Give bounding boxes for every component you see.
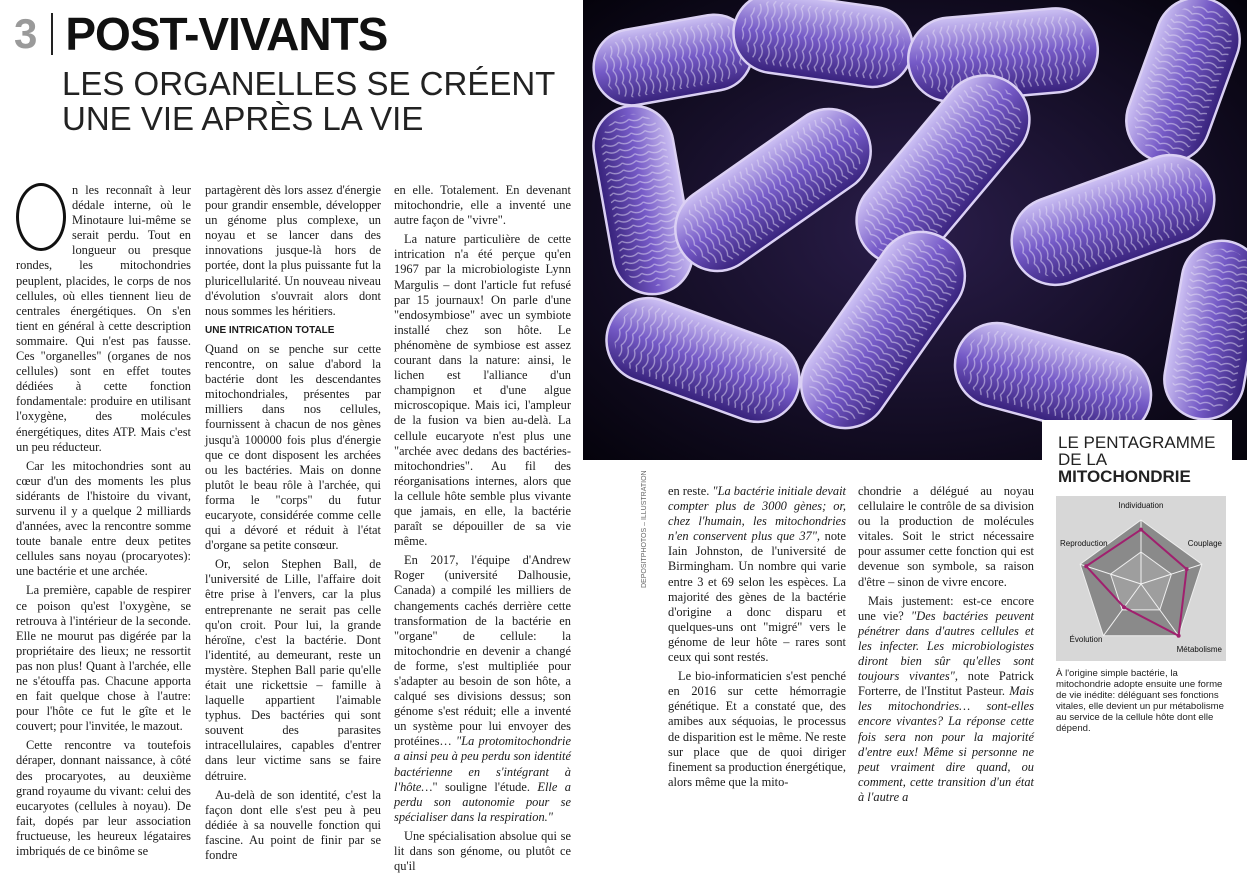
paragraph: Au-delà de son identité, c'est la façon dont elle s'est peu à peu dédiée à sa nouvelle fonction qui fascine. Au point de finir par se fondre bbox=[205, 787, 381, 863]
dropcap-o bbox=[16, 183, 66, 251]
sidebar-title bbox=[1042, 420, 1232, 485]
axis-label-individuation: Individuation bbox=[1118, 501, 1164, 510]
radar-point bbox=[1185, 567, 1189, 571]
text-run: en reste. bbox=[668, 484, 713, 498]
radar-point bbox=[1084, 564, 1088, 568]
paragraph bbox=[668, 484, 846, 665]
mitochondria-illustration bbox=[583, 0, 1247, 460]
paragraph: en elle. Totalement. En devenant mitochondrie, elle a inventé une autre façon de "vivre". bbox=[394, 183, 571, 228]
paragraph: La nature particulière de cette intrication n'a été perçue qu'en 1967 par la microbiologiste Lynn Margulis – dont l'article fut refusé par 15 journaux! On parle d'une "endosymbiose" avec un symbiote installé chez son hôte. Le phénomène de symbiose est assez courant dans la nature: ainsi, le lichen est l'alliance d'un champignon et d'une algue microscopique. Mais ici, l'ampleur de la fusion va bien au-delà. La cellule eucaryote n'est plus une "archée avec dedans des bactéries-mitochondries". Au fil des réorganisations internes, alors que la cellule hôte semble plus vivante que jamais, en elle, la bactérie paraît se dépouiller de sa vie même. bbox=[394, 232, 571, 549]
axis-label-metabolisme: Métabolisme bbox=[1176, 645, 1222, 654]
section-number: 3 bbox=[14, 10, 38, 57]
text-run: " souligne l'étude. bbox=[432, 779, 538, 794]
mitochondria-photo bbox=[583, 0, 1247, 460]
paragraph: Le bio-informaticien s'est penché en 2016 sur cette hémorragie génétique. Et a constaté que, des amibes aux séquoias, le processus de disparition est le même. Ne reste sur place que de quoi diriger finement sa production énergétique, alors même que la mito- bbox=[668, 669, 847, 789]
radar-point bbox=[1177, 634, 1181, 638]
section-header bbox=[14, 4, 387, 64]
quote: "La protomitochondrie a ainsi peu à peu perdu son identité bactérienne en s'intégrant à l'hôte… bbox=[394, 734, 571, 794]
text-run: En 2017, l'équipe d'Andrew Roger (université Dalhousie, Canada) a compilé les milliers de changements cachés derrière cette transformation de la bactérie en "organe" de cellule: la mitochondrie en devenir a changé de forme, s'est multipliée pour s'adapter au besoin de son hôte, a calqué ses divisions dessus; son génome s'est réduit; elle a inventé un système pour lui envoyer des protéines… bbox=[394, 553, 571, 749]
axis-label-reproduction: Reproduction bbox=[1060, 539, 1108, 548]
title-line: LE PENTAGRAMME bbox=[1058, 433, 1216, 452]
quote: Mais les mitochondries… sont-elles encore vivantes? La réponse cette fois sera non pour la majorité d'entre eux! Même si personne ne peut vraiment dire quand, ou comment, cette transition d'un état à l'autre a bbox=[858, 684, 1034, 804]
article-column-2 bbox=[205, 183, 381, 863]
title-line-bold: MITOCHONDRIE bbox=[1058, 467, 1191, 486]
quote: Elle a perdu son autonomie pour se spécialiser dans la respiration." bbox=[394, 779, 571, 824]
text-run: Mais justement: est-ce encore une vie? bbox=[858, 593, 1034, 623]
title-line: DE LA bbox=[1058, 450, 1108, 469]
chart-caption: À l'origine simple bactérie, la mitochondrie adopte ensuite une forme de vie inédite: déléguant ses fonctions vitales, elle devient un pur métabolisme au service de la cellule hôte dont elle dépend. bbox=[1056, 668, 1224, 734]
paragraph: Une spécialisation absolue qui se lit dans son génome, ou plutôt ce qu'il bbox=[394, 828, 571, 874]
pentagram-radar-chart bbox=[1056, 496, 1226, 661]
text-run: , note Patrick Forterre, de l'Institut Pasteur. bbox=[858, 669, 1034, 699]
section-subheading: UNE INTRICATION TOTALE bbox=[205, 324, 335, 336]
article-column-5 bbox=[858, 484, 1034, 804]
paragraph bbox=[394, 553, 571, 825]
paragraph: Or, selon Stephen Ball, de l'université de Lille, l'affaire doit être prise à l'envers, car la plus entreprenante ne serait pas celle qu'on croit. Pour lui, la grande héroïne, c'est la bactérie. Dont l'identité, au demeurant, reste un mystère. Stephen Ball parie qu'elle était une rickettsie – famille à laquelle appartient l'aimable typhus. Des bactéries qui sont souvent des parasites intracellulaires, capables d'entrer dans leur victime sans se faire détruire. bbox=[205, 557, 381, 783]
subtitle-line-1: LES ORGANELLES SE CRÉENT bbox=[62, 65, 556, 102]
paragraph: Cette rencontre va toutefois déraper, donnant naissance, à côté des procaryotes, au deuxième grand royaume du vivant: celui des eucaryotes (cellules à noyau). De fait, dopés par leur association fructueuse, les heureux légataires imbriqués de ce binôme se bbox=[16, 738, 191, 859]
article-column-3 bbox=[394, 183, 571, 874]
paragraph: La première, capable de respirer ce poison qu'est l'oxygène, se retrouva à l'intérieur de la seconde. Elle ne mourut pas digérée par la propriétaire des lieux; ne ressortit pas non plus! Quant à l'archée, elle ne s'étouffa pas. Chacune apporta en fait quelque chose à l'autre: pour l'hôte ce fut le gîte et le couvert; pour l'invitée, le mazout. bbox=[16, 583, 191, 734]
paragraph: n les reconnaît à leur dédale interne, où le Minotaure lui-même se serait perdu. Tout en longueur ou presque rondes, les mitochondries peuplent, placides, le corps de nos cellules, où elles tiennent lieu de centrales énergétiques. On s'en tient en général à cette description sommaire. Qui n'est pas fausse. Ces "organelles" (organes de nos cellules) sont en effet toutes dédiées à cette fonction fondamentale: produire en utilisant l'oxygène, des molécules énergétiques, dites ATP. Mais c'est un peu réducteur. bbox=[16, 183, 191, 454]
paragraph: Car les mitochondries sont au cœur d'un des moments les plus sidérants de l'histoire du vivant, survenu il y a quelque 2 milliards d'années, avec la rencontre somme toute banale entre deux petites cellules sans noyau (procaryotes): une bactérie et une archée. bbox=[16, 458, 191, 579]
paragraph: partagèrent dès lors assez d'énergie pour grandir ensemble, développer un génome plus complexe, un noyau et se lancer dans des innovations jusque-là hors de portée, dont la plus puissante fut la pluricellularité. Un nouveau niveau d'évolution s'ouvrait alors dont nous sommes les héritiers. bbox=[205, 183, 381, 318]
paragraph bbox=[858, 594, 1034, 805]
paragraph: Quand on se penche sur cette rencontre, on salue d'abord la bactérie dont les descendantes mitochondriales, présentes par milliers dans nos cellules, fournissent à chacun de nos gènes jusqu'à 100000 fois plus d'énergie que ce dont disposent les archées ou les bactéries. Mais on donne plutôt le beau rôle à l'archée, qui forma le "corps" du futur eucaryote, considérée comme celle qui a dévoré et réduit à l'état d'organe sa petite consœur. bbox=[205, 341, 381, 553]
subtitle bbox=[62, 66, 555, 136]
text-run: , note Iain Johnston, de l'université de Birmingham. Un nombre qui varie entre 3 et 69 selon les espèces. La majorité des gènes de la bactérie d'origine a donc disparu et quelques-uns ont "migré" vers le génome de leur hôte – rares sont ceux qui sont restés. bbox=[668, 529, 846, 665]
photo-credit: DEPOSITPHOTOS – ILLUSTRATION bbox=[641, 470, 648, 588]
header-divider bbox=[51, 13, 53, 55]
article-column-4 bbox=[668, 484, 847, 789]
section-title: POST-VIVANTS bbox=[65, 8, 388, 60]
axis-label-couplage: Couplage bbox=[1187, 539, 1222, 548]
quote: "Des bactéries peuvent pénétrer dans d'autres cellules et les infecter. Les microbiologistes diront bien sûr qu'elles sont toujours vivantes" bbox=[858, 608, 1034, 684]
radar-point bbox=[1139, 528, 1143, 532]
quote: "La bactérie initiale devait compter plus de 3000 gènes; or, chez l'humain, les mitochondries n'en conservent plus que 37" bbox=[668, 484, 846, 544]
paragraph: chondrie a délégué au noyau cellulaire le contrôle de sa division ou la production de molécules vitales. Soit le strict nécessaire pour assumer cette fonction qui est devenue son symbole, sa raison d'être – sinon de vivre encore. bbox=[858, 484, 1034, 589]
radar-point bbox=[1122, 605, 1126, 609]
axis-label-evolution: Évolution bbox=[1069, 635, 1103, 644]
article-column-1 bbox=[16, 183, 191, 859]
subtitle-line-2: UNE VIE APRÈS LA VIE bbox=[62, 100, 424, 137]
